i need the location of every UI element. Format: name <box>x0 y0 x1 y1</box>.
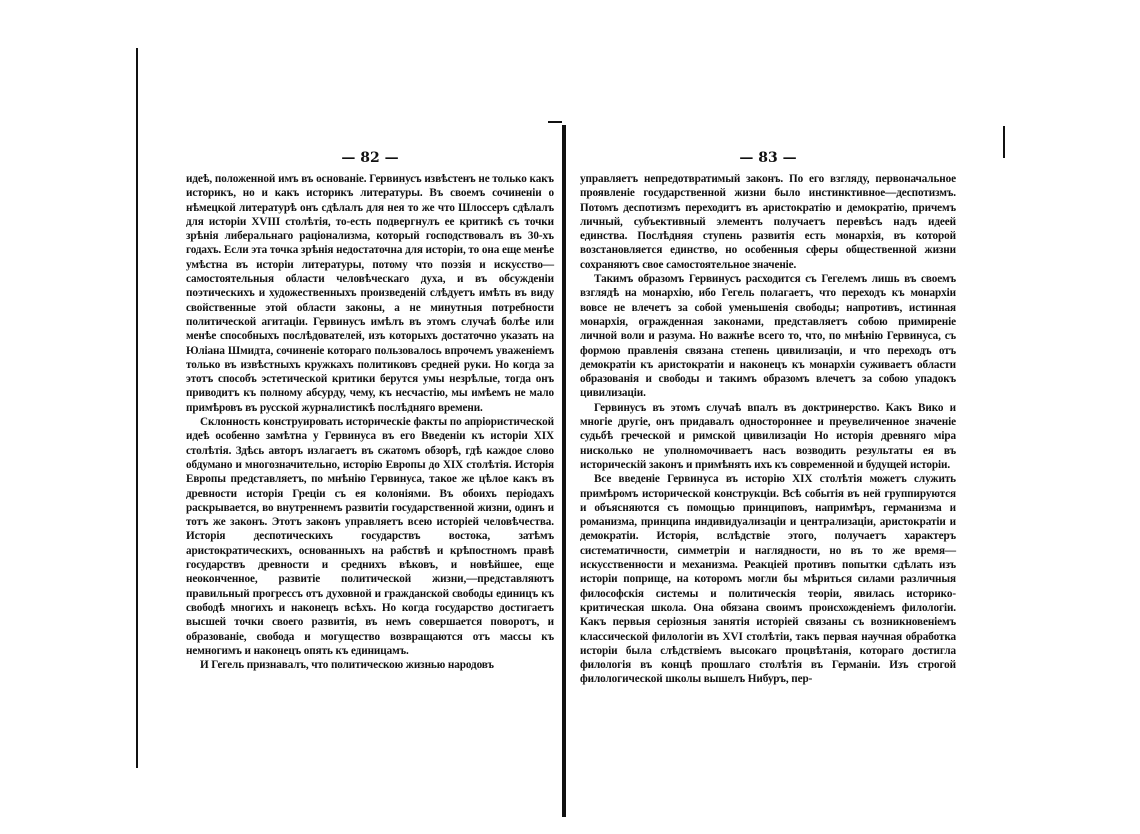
paragraph: Такимъ образомъ Гервинусъ расходится съ Гегелемъ лишь въ своемъ взглядѣ на монархію, ибо Гегель полагаетъ, что переходъ къ монархіи вовсе не влечетъ за собой уменьшенія свободы; напротивъ, истинная монархія, огражденная законами, представляетъ собою примиреніе личной воли и разума. Но важнѣе всего то, что, по мнѣнію Гервинуса, съ формою правленія связана степень цивилизаціи, и что переходъ отъ демократіи къ аристократіи и наконецъ къ монархіи суживаетъ области образованія и свободы и такимъ образомъ влечетъ за собою упадокъ цивилизаціи. <box>580 273 956 400</box>
left-page <box>186 150 554 672</box>
paragraph: Все введеніе Гервинуса въ исторію XIX столѣтія можетъ служить примѣромъ исторической конструкціи. Всѣ событія въ ней группируются и объясняются съ помощью принциповъ, напримѣръ, германизма и романизма, принципа индивидуализаціи и централизаціи, аристократіи и демократіи. Исторія, вслѣдствіе этого, получаетъ характеръ систематичности, симметріи и наглядности, но въ то же время—искусственности и механизма. Реакціей противъ попытки сдѣлать изъ исторіи поприще, на которомъ могли бы мѣриться силами различныя философскія системы и политическія теоріи, явилась историко-критическая школа. Она обязана своимъ происхожденіемъ филологіи. Какъ первыя серіозныя занятія исторіей связаны съ возникновеніемъ классической филологіи въ XVI столѣтіи, такъ первая научная обработка исторіи была слѣдствіемъ высокаго процвѣтанія, котораго достигла филологія въ концѣ прошлаго столѣтія въ Германіи. Изъ строгой филологической школы вышелъ Нибуръ, пер- <box>580 473 956 686</box>
right-page-text <box>580 172 956 687</box>
paragraph: Гервинусъ въ этомъ случаѣ впалъ въ доктринерство. Какъ Вико и многіе другіе, онъ придавалъ одностороннее и преувеличенное значеніе судьбѣ греческой и римской цивилизаціи Но исторія древняго міра нисколько не уполномочиваетъ насъ возводить результаты ея въ историческій законъ и примѣнять ихъ къ современной и будущей исторіи. <box>580 401 956 471</box>
right-page <box>580 150 956 687</box>
gutter-tick <box>548 121 562 123</box>
page-number-right: — 83 — <box>739 150 797 166</box>
page-number-left: — 82 — <box>341 150 399 166</box>
book-gutter <box>562 125 566 817</box>
left-page-edge <box>136 48 138 768</box>
right-page-edge <box>1003 126 1005 158</box>
paragraph: Склонность конструировать историческіе факты по апріористической идеѣ особенно замѣтна у Гервинуса въ его Введеніи къ исторіи XIX столѣтія. Здѣсь авторъ излагаетъ въ сжатомъ обзорѣ, гдѣ каждое слово обдумано и многозначительно, исторію Европы до XIX столѣтія. Исторія Европы представляетъ, по мнѣнію Гервинуса, такое же цѣлое какъ въ древности исторія Греціи съ ея колоніями. Въ обоихъ періодахъ раскрывается, во внутреннемъ развитіи государственной жизни, одинъ и тотъ же законъ. Этотъ законъ управляетъ всею исторіей человѣчества. Исторія деспотическихъ государствъ востока, затѣмъ аристократическихъ, основанныхъ на рабствѣ и крѣпостномъ правѣ государствъ древности и среднихъ вѣковъ, и новѣйшее, еще неоконченное, развитіе политической жизни,—представляютъ правильный прогрессъ отъ духовной и гражданской свободы единицъ къ свободѣ многихъ и наконецъ всѣхъ. Но когда государство достигаетъ высшей точки своего развитія, въ немъ совершается поворотъ, и образованіе, свобода и могущество возвращаются отъ массы къ немногимъ и наконецъ опять къ единицамъ. <box>186 416 554 657</box>
paragraph: И Гегель признавалъ, что политическою жизнью народовъ <box>200 659 494 672</box>
paragraph: управляетъ непредотвратимый законъ. По его взгляду, первоначальное проявленіе государственной жизни было инстинктивное—деспотизмъ. Потомъ деспотизмъ переходитъ въ аристократію и демократію, причемъ личный, субъективный элементъ получаетъ перевѣсъ надъ идеей единства. Послѣдняя ступень развитія есть монархія, въ которой возстановляется единство, но особенныя сферы общественной жизни сохраняютъ свое самостоятельное значеніе. <box>580 173 956 271</box>
left-page-text <box>186 172 554 672</box>
paragraph: идеѣ, положенной имъ въ основаніе. Гервинусъ извѣстенъ не только какъ историкъ, но и какъ историкъ литературы. Въ своемъ сочиненіи о нѣмецкой литературѣ онъ сдѣлалъ для нея то же что Шлоссеръ сдѣлалъ для исторіи XVIII столѣтія, то-есть подвергнулъ ее критикѣ съ точки зрѣнія либеральнаго раціонализма, который господствовалъ въ 30-хъ годахъ. Если эта точка зрѣнія недостаточна для исторіи, то она еще менѣе умѣстна въ исторіи литературы, потому что поэзія и искусство—самостоятельныя области человѣческаго духа, и въ обсужденіи поэтическихъ и художественныхъ произведеній слѣдуетъ имѣть въ виду свойственные этой области законы, а не минутныя потребности политической агитаціи. Гервинусъ имѣлъ въ этомъ случаѣ болѣе или менѣе способныхъ послѣдователей, изъ которыхъ достаточно указать на Юліана Шмидта, сочиненіе котораго пользовалось впрочемъ уваженіемъ только въ извѣстныхъ кружкахъ политиковъ средней руки. Но когда за этотъ способъ эстетической критики берутся умы незрѣлые, тогда онъ приводитъ къ полному абсурду, чему, къ несчастію, мы имѣемъ не мало примѣровъ въ русской журналистикѣ послѣдняго времени. <box>186 173 554 414</box>
